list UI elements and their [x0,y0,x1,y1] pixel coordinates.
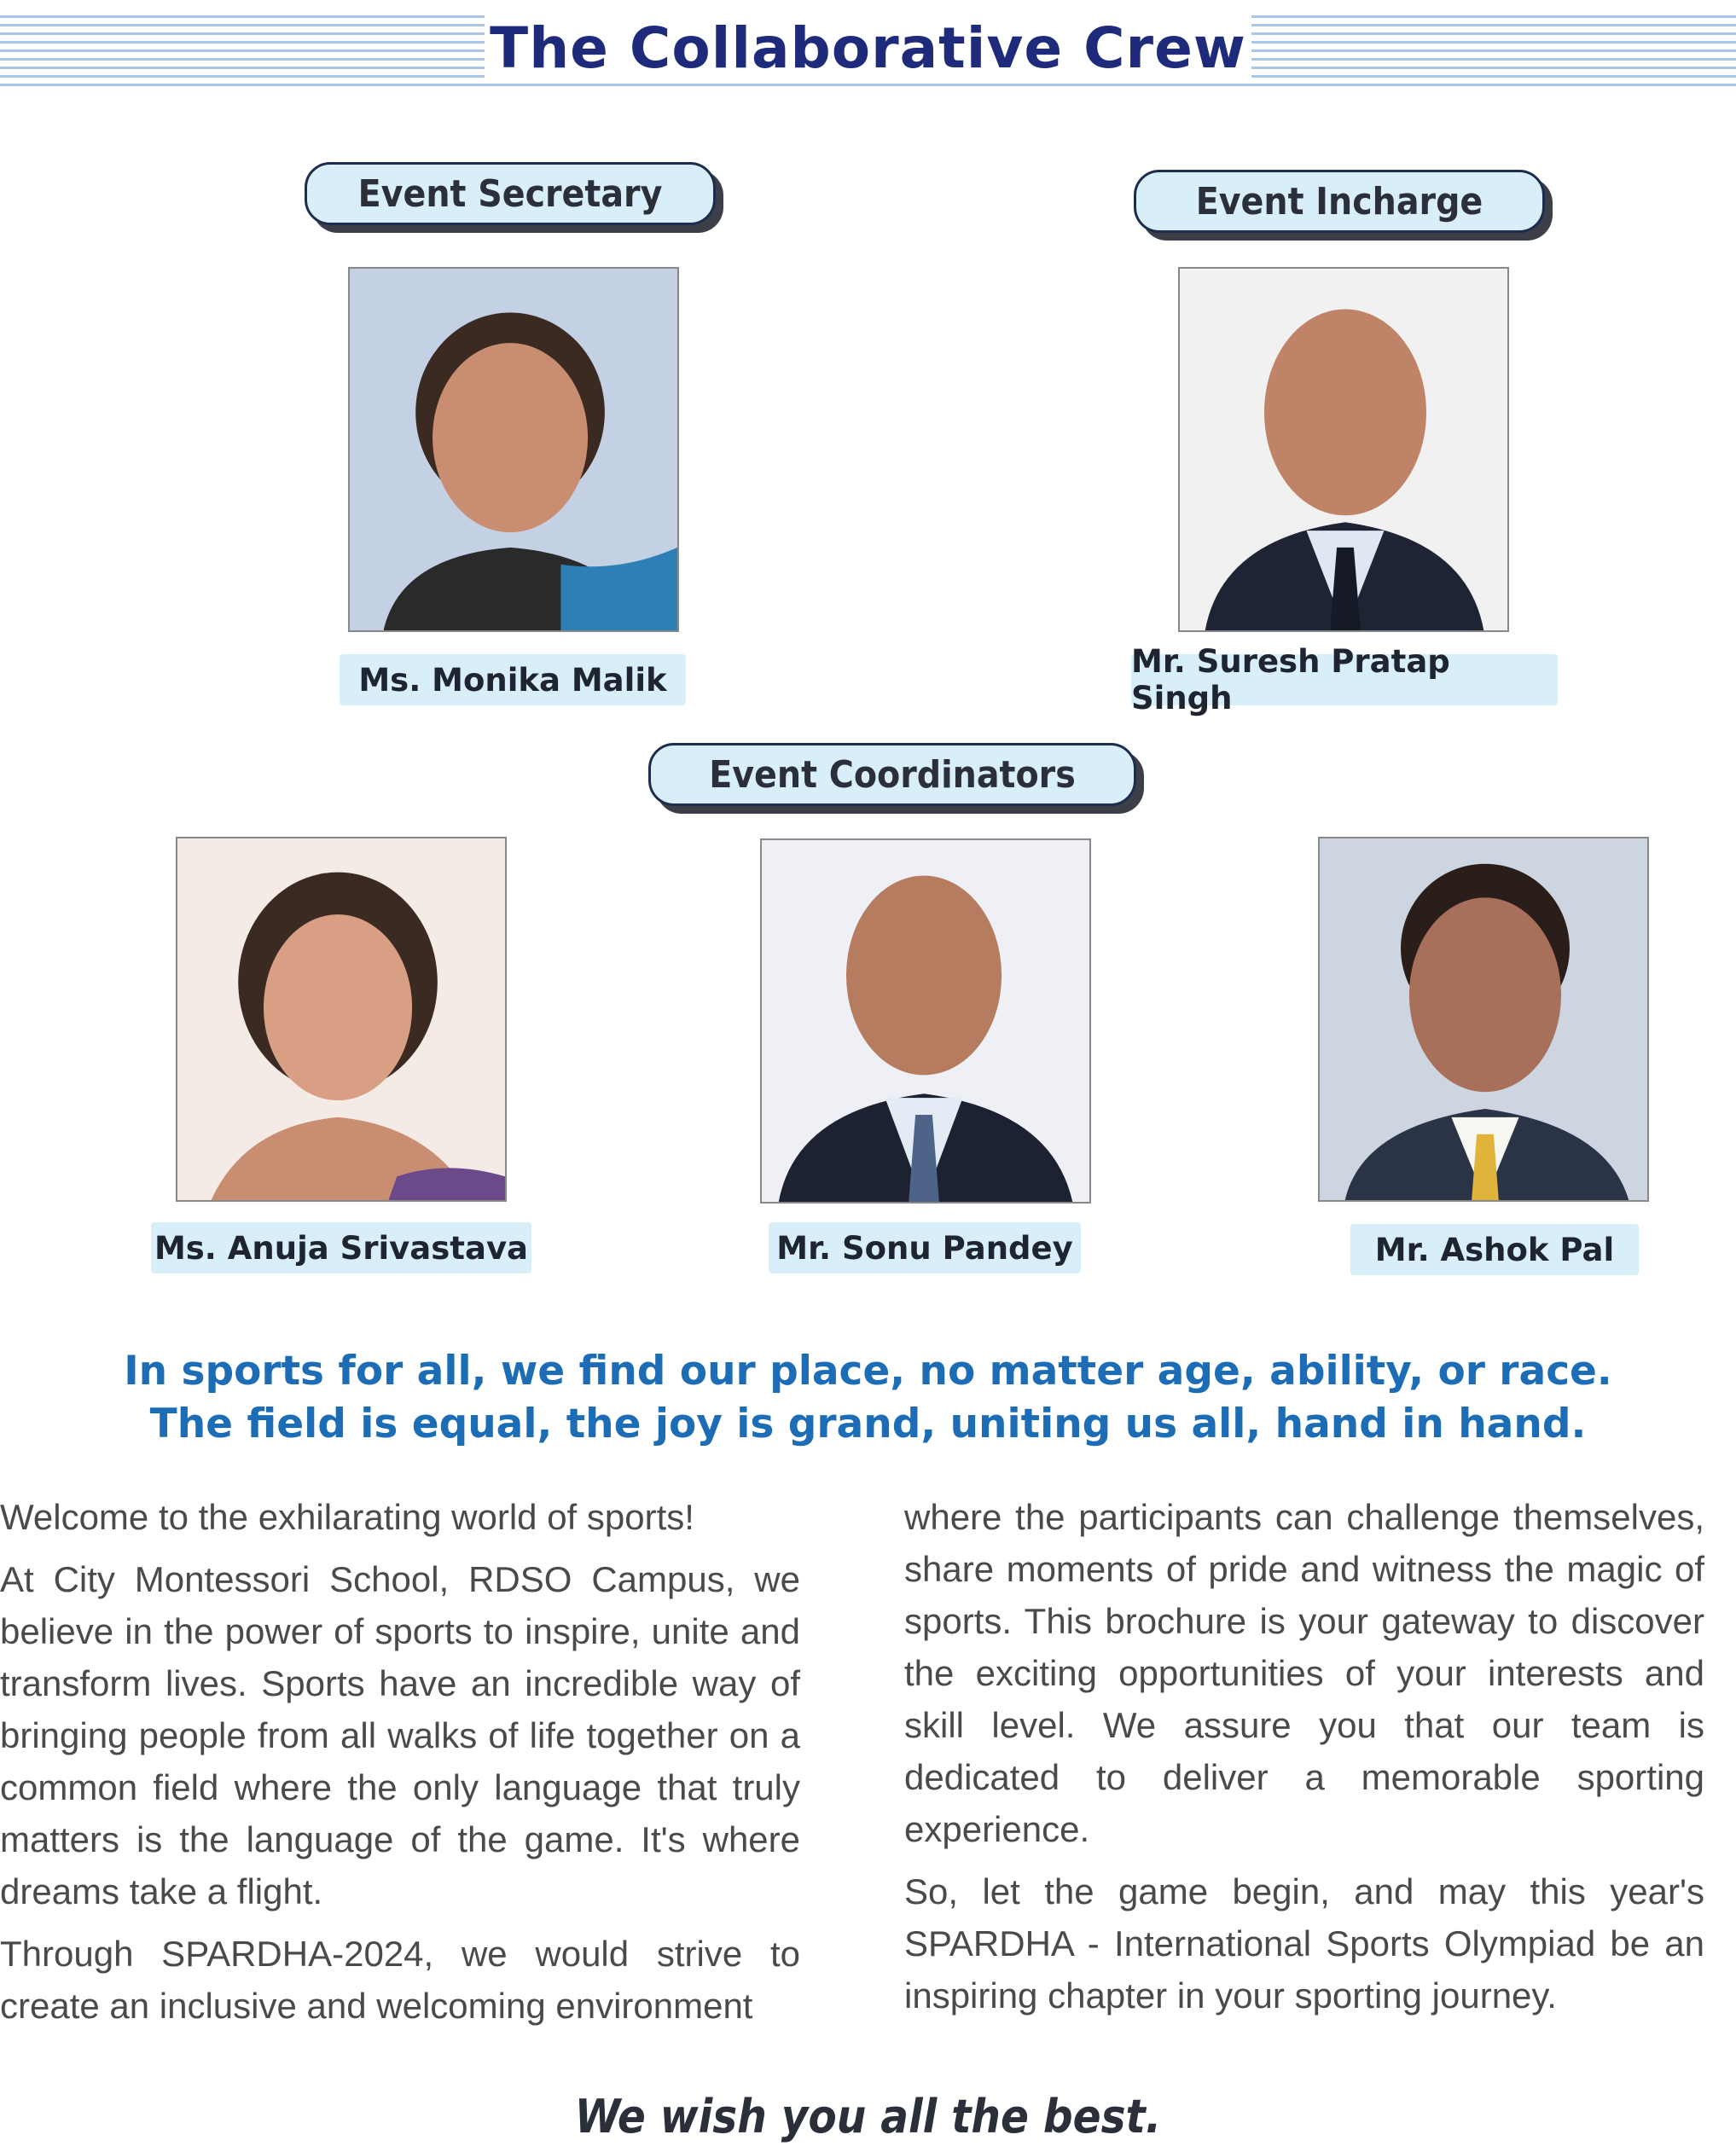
body-paragraph: Through SPARDHA-2024, we would strive to create an inclusive and welcoming environment [0,1934,800,2026]
header [0,0,1736,94]
body-paragraph: At City Montessori School, RDSO Campus, we believe in the power of sports to inspire, unite and transform lives. Sports have an incredible way of bringing people from all walks of life together on a common field where the only language that truly matters is the language of the game. It's where dreams take a flight. [0,1559,800,1911]
photo-monika-malik [348,267,679,632]
photo-suresh-pratap-singh [1178,267,1509,632]
event-secretary-label: Event Secretary [305,162,716,225]
body-right-column [904,1491,1704,2032]
poem-line-2: The field is equal, the joy is grand, uniting us all, hand in hand. [149,1401,1587,1447]
poem-line-1: In sports for all, we find our place, no matter age, ability, or race. [124,1348,1612,1395]
body-left-column [0,1491,800,2042]
name-anuja-srivastava: Ms. Anuja Srivastava [151,1222,531,1273]
header-stripe [0,84,1736,86]
poem [0,1345,1736,1451]
event-coordinators-label: Event Coordinators [648,743,1136,806]
page-title: The Collaborative Crew [0,15,1736,81]
closing-line: We wish you all the best. [574,2090,1162,2143]
photo-ashok-pal [1318,837,1649,1202]
name-ashok-pal: Mr. Ashok Pal [1350,1224,1639,1275]
body-paragraph: where the participants can challenge themselves, share moments of pride and witness the magic of sports. This brochure is your gateway to discover the exciting opportunities of your interests and skill level. We assure you that our team is dedicated to deliver a memorable sporting experience. [904,1497,1704,1849]
body-paragraph: So, let the game begin, and may this year's SPARDHA - International Sports Olympiad be an inspiring chapter in your sporting journey. [904,1871,1704,2016]
name-sonu-pandey: Mr. Sonu Pandey [769,1222,1081,1273]
photo-anuja-srivastava [176,837,507,1202]
name-monika-malik: Ms. Monika Malik [340,654,686,705]
photo-sonu-pandey [760,838,1091,1204]
name-suresh-pratap-singh: Mr. Suresh Pratap Singh [1131,654,1558,705]
event-incharge-label: Event Incharge [1134,170,1545,233]
body-paragraph: Welcome to the exhilarating world of sports! [0,1497,694,1537]
